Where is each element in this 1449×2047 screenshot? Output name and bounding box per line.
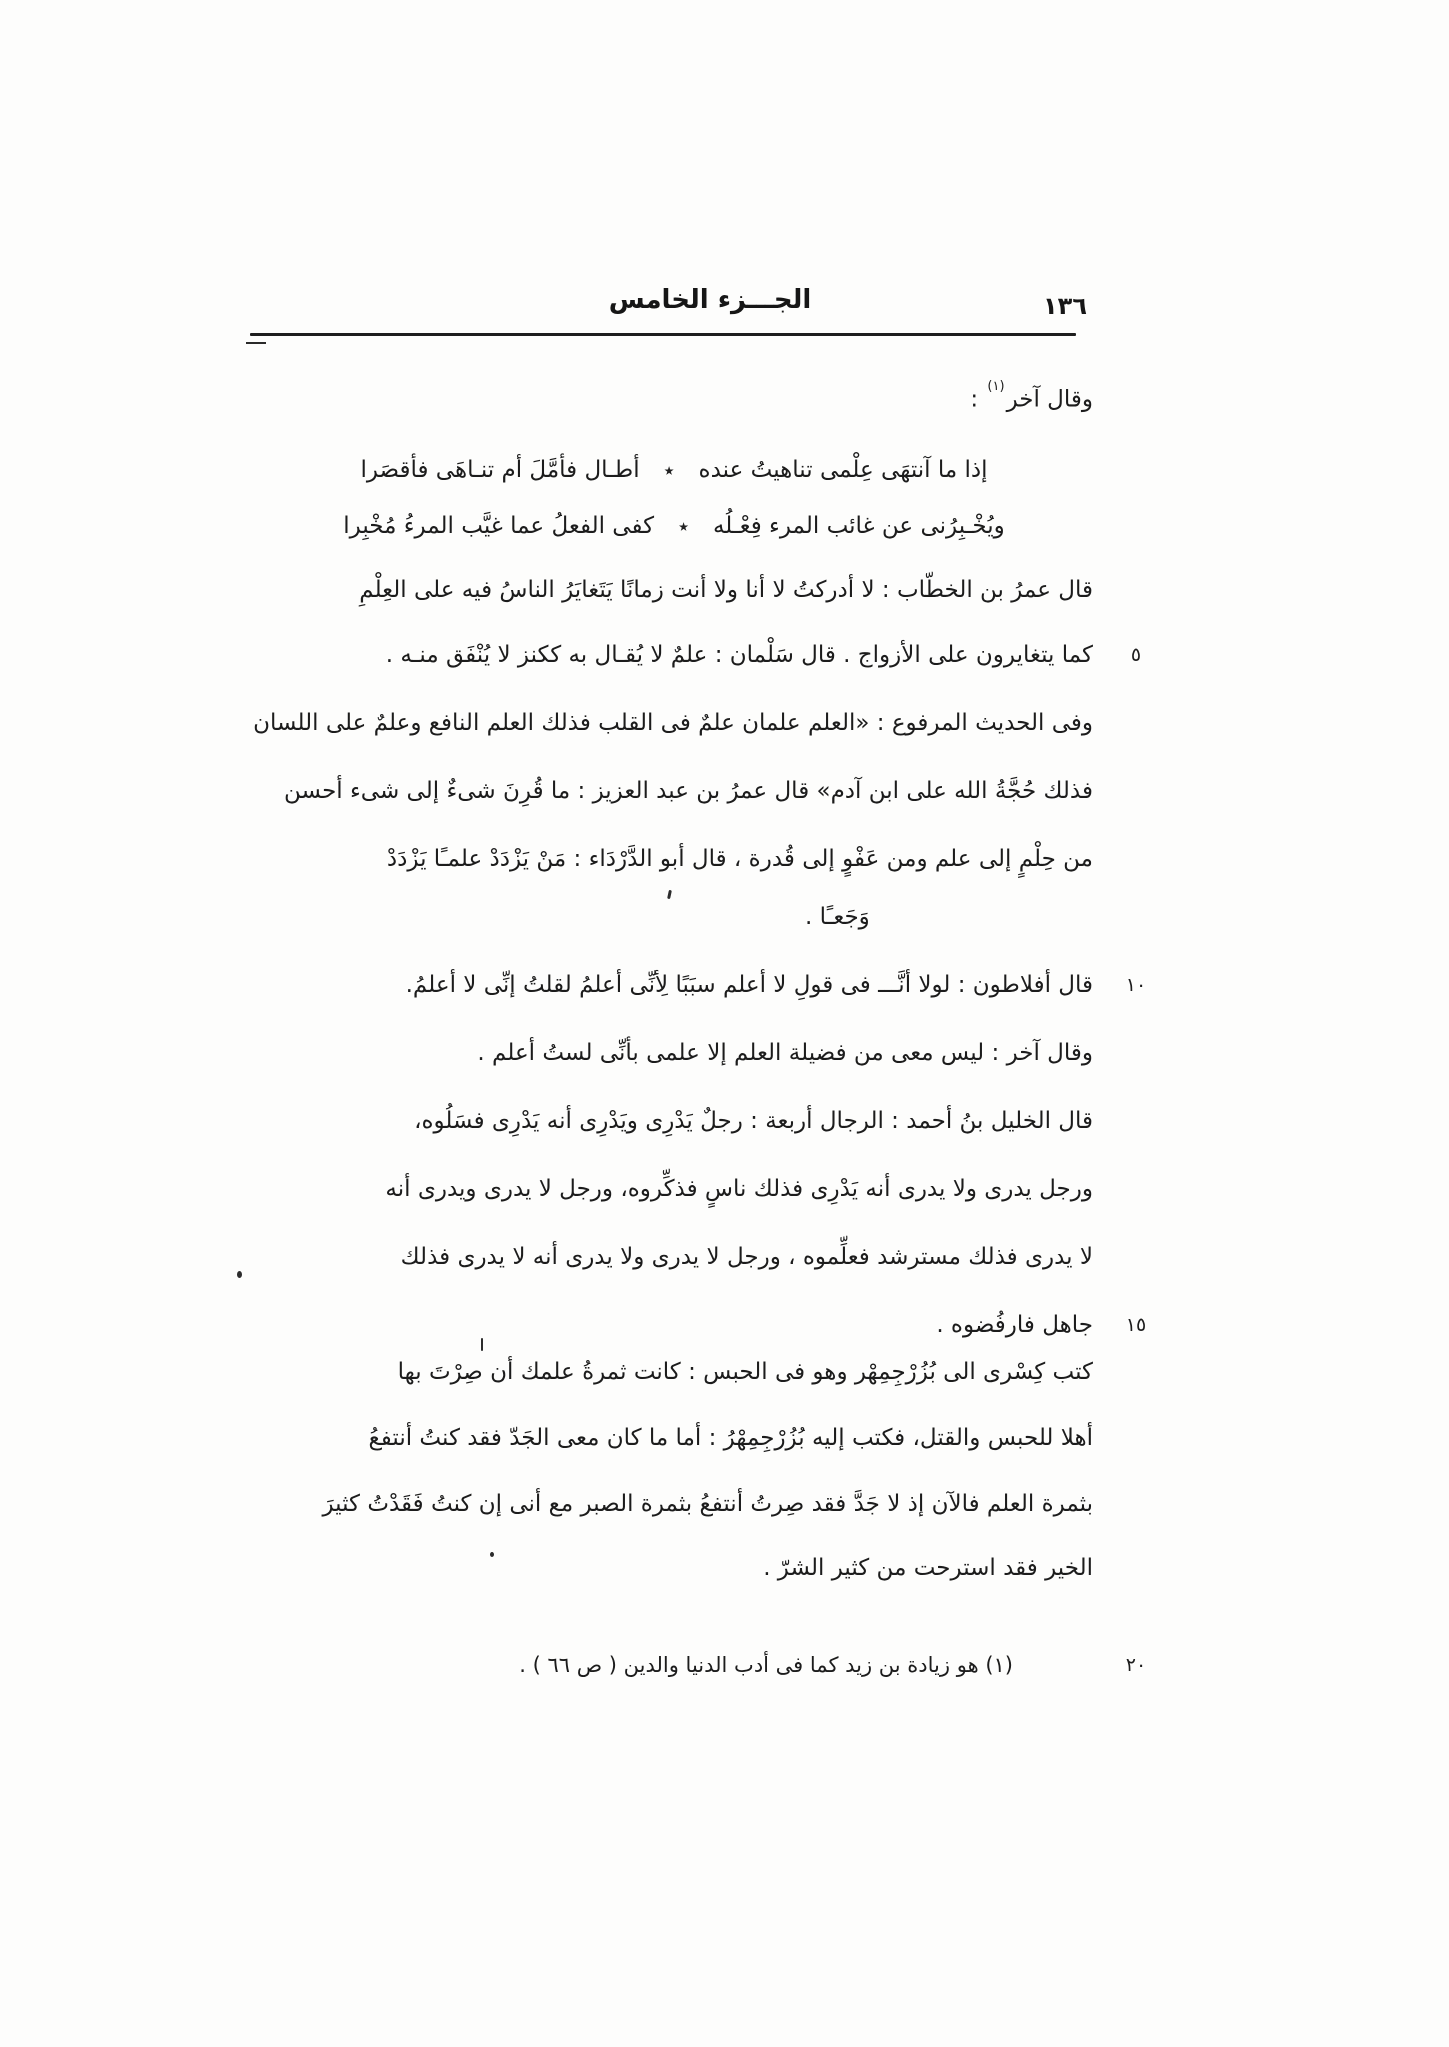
- scan-artifact: [481, 1338, 483, 1351]
- body-line: فذلك حُجَّةُ الله على ابن آدم» قال عمرُ بن عبد العزيز : ما قُرِنَ شىءٌ إلى شىء أحسن: [284, 778, 1093, 804]
- line-number-20: ٢٠: [1125, 1654, 1147, 1676]
- body-line: كما يتغايرون على الأزواج . قال سَلْمان : علمٌ لا يُقـال به ككنز لا يُنْفَق منـه .: [385, 642, 1093, 668]
- line-number-5: ٥: [1130, 644, 1142, 666]
- body-line: ورجل يدرى ولا يدرى أنه يَدْرِى فذلك ناسٍ فذكِّروه، ورجل لا يدرى ويدرى أنه: [385, 1176, 1093, 1202]
- poetry-verse: [255, 450, 1093, 490]
- section-title: الجـــزء الخامس: [608, 285, 812, 315]
- verse-separator: ٭: [663, 458, 675, 482]
- header-divider: [250, 333, 1076, 336]
- intro-punct: :: [970, 386, 979, 413]
- hemistich-left: كفى الفعلُ عما غيَّب المرءُ مُخْبِرا: [343, 513, 655, 539]
- page-number: ١٣٦: [1043, 292, 1087, 320]
- body-line: بثمرة العلم فالآن إذ لا جَدَّ فقد صِرتُ أنتفعُ بثمرة الصبر مع أنى إن كنتُ فَقَدْتُ كثيرَ: [322, 1491, 1093, 1517]
- body-line: جاهل فارفُضوه .: [936, 1312, 1093, 1338]
- footnote-line: (١) هو زيادة بن زيد كما فى أدب الدنيا والدين ( ص ٦٦ ) .: [519, 1653, 1013, 1677]
- body-line: قال الخليل بنُ أحمد : الرجال أربعة : رجلٌ يَدْرِى ويَدْرِى أنه يَدْرِى فسَلُوه،: [414, 1108, 1093, 1134]
- body-line: من حِلْمٍ إلى علم ومن عَفْوٍ إلى قُدرة ، قال أبو الدَّرْدَاء : مَنْ يَزْدَدْ علمـًا يَزْدَدْ: [386, 846, 1093, 872]
- line-number-10: ١٠: [1125, 974, 1147, 996]
- header-divider-tick: [246, 342, 266, 344]
- hemistich-right: ويُخْـبِرُنى عن غائب المرء فِعْـلُه: [712, 513, 1005, 539]
- poetry-verse: [255, 506, 1093, 546]
- line-number-15: ١٥: [1125, 1314, 1147, 1336]
- intro-text: وقال آخر: [1006, 386, 1093, 413]
- body-line: قال عمرُ بن الخطّاب : لا أدركتُ لا أنا ولا أنت زمانًا يَتَغايَرُ الناسُ فيه على العِلْمِ: [359, 577, 1093, 603]
- verse-separator: ٭: [678, 514, 689, 538]
- hemistich-right: إذا ما آنتهَى عِلْمى تناهيتُ عنده: [698, 457, 988, 483]
- body-line: وفى الحديث المرفوع : «العلم علمان علمٌ فى القلب فذلك العلم النافع وعلمٌ على اللسان: [253, 710, 1093, 736]
- body-line: وقال آخر : ليس معى من فضيلة العلم إلا علمى بأنِّى لستُ أعلم .: [477, 1040, 1093, 1066]
- body-line: أهلا للحبس والقتل، فكتب إليه بُزُرْجِمِهْرُ : أما ما كان معى الجَدّ فقد كنتُ أنتفعُ: [368, 1425, 1093, 1451]
- body-line: كتب كِسْرى الى بُزُرْجِمِهْر وهو فى الحبس : كانت ثمرةُ علمك أن صِرْتَ بها: [397, 1359, 1093, 1385]
- body-line: لا يدرى فذلك مسترشد فعلِّموه ، ورجل لا يدرى ولا يدرى أنه لا يدرى فذلك: [400, 1244, 1093, 1270]
- body-line: الخير فقد استرحت من كثير الشرّ .: [763, 1555, 1093, 1581]
- footnote-marker: (١): [987, 379, 1005, 394]
- body-line-tail: وَجَعـًا .: [805, 904, 870, 930]
- intro-line: [255, 375, 1123, 420]
- scan-artifact: [490, 1552, 494, 1557]
- hemistich-left: أطـال فأمَّلَ أم تنـاهَى فأقصَرا: [360, 457, 640, 483]
- scan-artifact: [237, 1271, 242, 1278]
- body-line: قال أفلاطون : لولا أنَّـــ فى قولِ لا أعلم سبَبًا لِأنِّى أعلمُ لقلتُ إنِّى لا أعلمُ.: [405, 972, 1093, 998]
